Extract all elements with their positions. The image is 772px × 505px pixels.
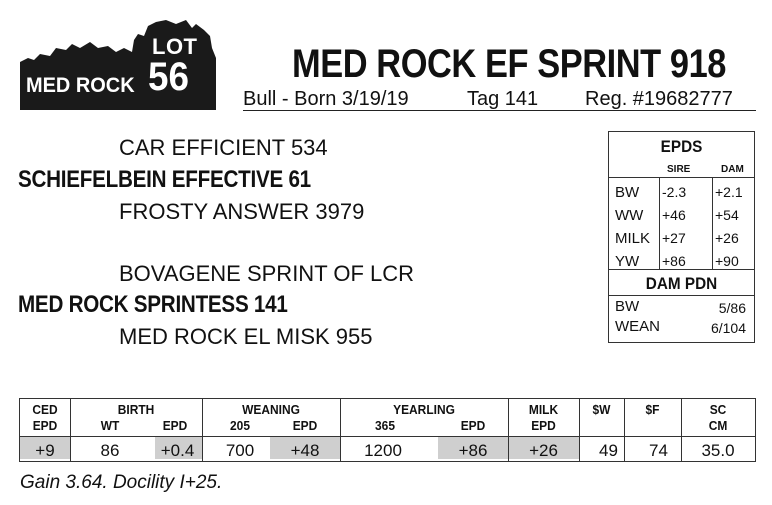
- tag-number: Tag 141: [467, 88, 539, 110]
- subhead-birth-wt: WT: [100, 418, 120, 433]
- footer-notes: Gain 3.64. Docility I+25.: [20, 472, 223, 493]
- head-ced: CED: [32, 402, 58, 417]
- sire-dam: FROSTY ANSWER 3979: [119, 199, 365, 224]
- dam-sire: BOVAGENE SPRINT OF LCR: [119, 261, 415, 286]
- title-divider: [243, 110, 756, 111]
- value-wean-205: 700: [225, 441, 255, 460]
- value-sw: 49: [599, 441, 618, 460]
- head-weaning: WEANING: [242, 402, 300, 417]
- head-yearling: YEARLING: [393, 402, 455, 417]
- sire: SCHIEFELBEIN EFFECTIVE 61: [18, 166, 311, 193]
- dam: MED ROCK SPRINTESS 141: [18, 291, 288, 318]
- epd-panel: [608, 131, 755, 343]
- head-sw: $W: [592, 402, 611, 417]
- value-birth-wt: 86: [100, 441, 120, 460]
- subhead-sc-cm: CM: [708, 418, 728, 433]
- value-wean-epd: +48: [290, 441, 320, 460]
- dam-column-header: DAM: [721, 164, 744, 175]
- value-sf: 74: [649, 441, 668, 460]
- epd-row-ww: WW +46 +54: [615, 207, 739, 224]
- epd-row-yw: YW +86 +90: [615, 253, 739, 270]
- sire-sire: CAR EFFICIENT 534: [119, 135, 328, 160]
- epd-row-bw: BW -2.3 +2.1: [615, 184, 743, 201]
- registration-number: Reg. #19682777: [585, 88, 733, 110]
- epd-row-milk: MILK +27 +26: [615, 230, 739, 247]
- head-milk: MILK: [528, 402, 559, 417]
- dam-pdn-title: DAM PDN: [645, 274, 718, 293]
- subhead-birth-epd: EPD: [162, 418, 188, 433]
- subhead-milk-epd: EPD: [531, 418, 556, 433]
- value-sc: 35.0: [701, 441, 735, 460]
- value-milk: +26: [529, 441, 558, 460]
- subhead-year-365: 365: [375, 418, 395, 433]
- subhead-ced-epd: EPD: [32, 418, 58, 433]
- pdn-row-wean: WEAN 6/104: [615, 318, 746, 336]
- dam-dam: MED ROCK EL MISK 955: [119, 324, 373, 349]
- head-sc: SC: [709, 402, 727, 417]
- head-sf: $F: [645, 402, 660, 417]
- value-year-epd: +86: [458, 441, 488, 460]
- performance-table: [19, 398, 756, 462]
- value-birth-epd: +0.4: [160, 441, 195, 460]
- subhead-wean-205: 205: [230, 418, 250, 433]
- pdn-row-bw: BW 5/86: [615, 298, 746, 316]
- value-ced: +9: [35, 441, 55, 460]
- subhead-year-epd: EPD: [460, 418, 486, 433]
- lot-number: 56: [148, 55, 189, 99]
- subhead-wean-epd: EPD: [292, 418, 318, 433]
- lot-label: LOT: [152, 34, 198, 59]
- sex-birth-date: Bull - Born 3/19/19: [243, 88, 409, 110]
- epd-title: EPDS: [660, 137, 703, 156]
- brand-name: MED ROCK: [26, 74, 135, 97]
- head-birth: BIRTH: [117, 402, 155, 417]
- value-year-365: 1200: [364, 441, 402, 460]
- animal-name: MED ROCK EF SPRINT 918: [292, 42, 727, 86]
- sire-column-header: SIRE: [667, 164, 691, 175]
